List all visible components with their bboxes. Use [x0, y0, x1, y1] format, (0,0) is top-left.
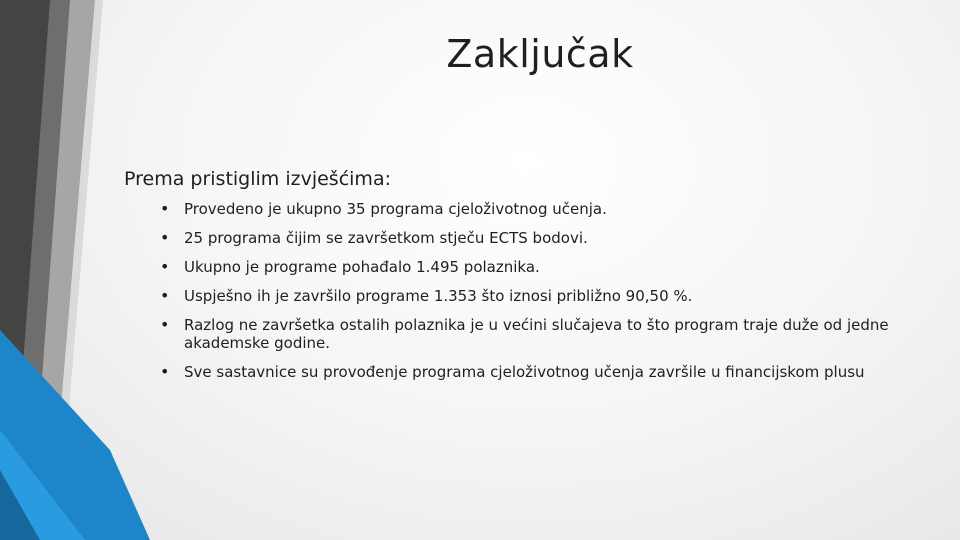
intro-text: Prema pristiglim izvješćima:: [124, 168, 391, 190]
list-item-text: Razlog ne završetka ostalih polaznika je u većini slučajeva to što program traje duže od jedne akademske godine.: [184, 316, 889, 352]
bullet-icon: •: [160, 228, 170, 247]
band-shadow: [50, 0, 103, 540]
band-accent-dark: [0, 470, 40, 540]
bullet-icon: •: [160, 315, 170, 334]
bullet-icon: •: [160, 362, 170, 381]
list-item-text: Sve sastavnice su provođenje programa cjeloživotnog učenja završile u financijskom plusu: [184, 363, 865, 381]
band-accent: [0, 330, 150, 540]
band-dark: [0, 0, 50, 540]
band-mid: [0, 0, 70, 540]
list-item-text: Ukupno je programe pohađalo 1.495 polaznika.: [184, 258, 540, 276]
bullet-list: [160, 200, 900, 392]
list-item: [160, 316, 900, 352]
bullet-icon: •: [160, 286, 170, 305]
band-accent-light: [0, 430, 85, 540]
bullet-icon: •: [160, 257, 170, 276]
page-title: Zaključak: [446, 32, 634, 76]
list-item: [160, 229, 900, 247]
band-light: [0, 0, 95, 540]
list-item-text: 25 programa čijim se završetkom stječu ECTS bodovi.: [184, 229, 588, 247]
list-item: [160, 200, 900, 218]
list-item: [160, 287, 900, 305]
bullet-icon: •: [160, 199, 170, 218]
list-item-text: Uspješno ih je završilo programe 1.353 što iznosi približno 90,50 %.: [184, 287, 693, 305]
list-item: [160, 258, 900, 276]
list-item: [160, 363, 900, 381]
list-item-text: Provedeno je ukupno 35 programa cjeloživotnog učenja.: [184, 200, 607, 218]
